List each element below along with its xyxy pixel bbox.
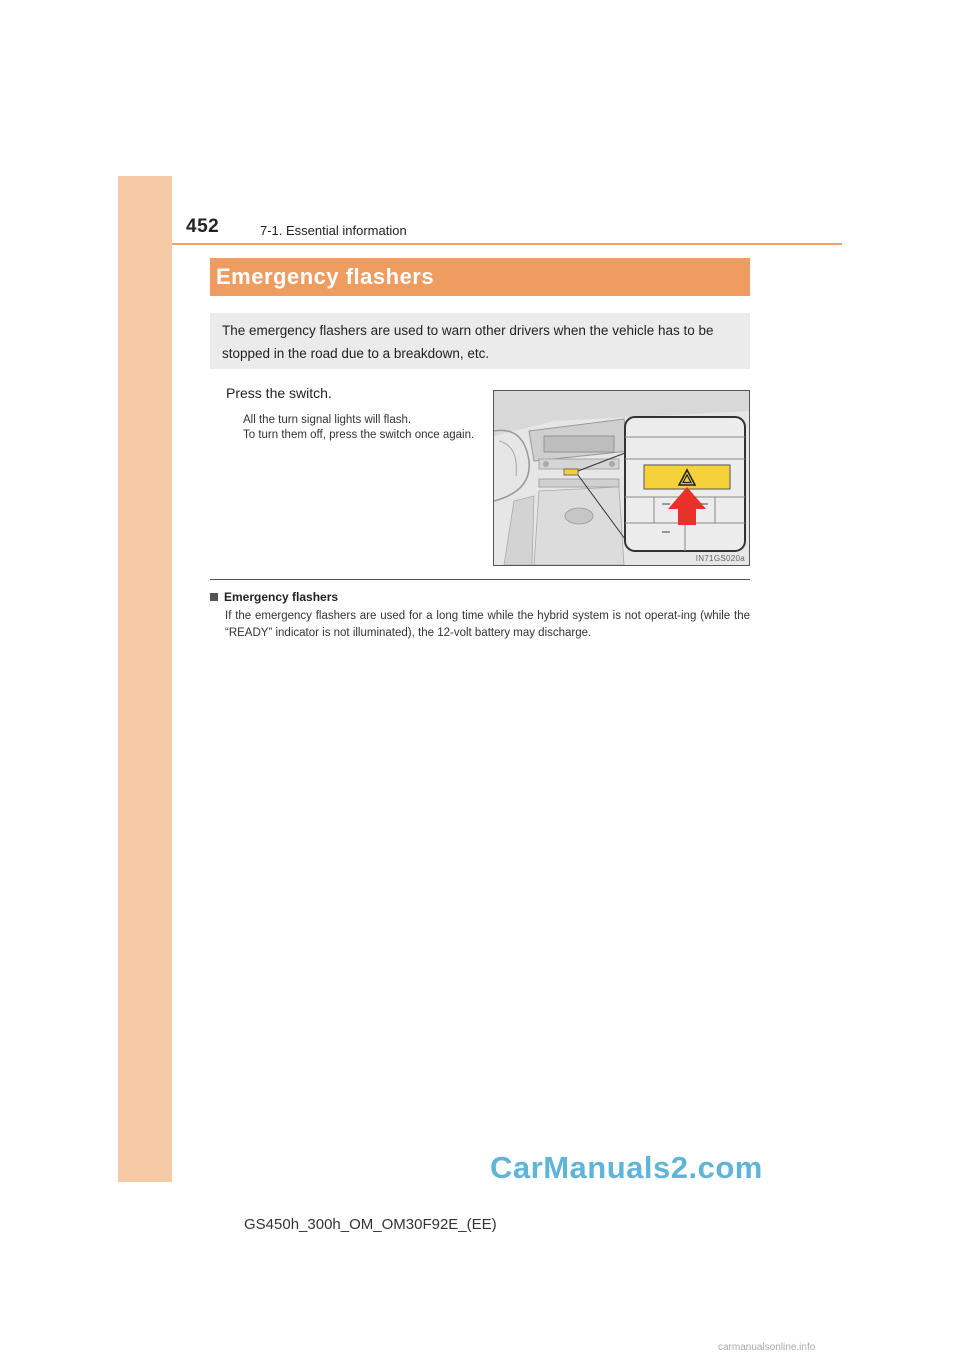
header-rule	[172, 243, 842, 245]
step-note-line-2: To turn them off, press the switch once again.	[243, 429, 475, 441]
watermark-small: carmanualsonline.info	[718, 1342, 816, 1353]
dashboard-drawing	[494, 391, 749, 565]
dashboard-illustration	[493, 390, 750, 566]
page-heading: Emergency flashers	[216, 264, 435, 289]
step-note-line-1: All the turn signal lights will flash.	[243, 414, 412, 426]
page-number: 452	[186, 216, 220, 237]
intro-box: The emergency flashers are used to warn other drivers when the vehicle has to be stopped in the road due to a breakdown, etc.	[210, 313, 750, 369]
section-title: 7-1. Essential information	[260, 223, 407, 238]
side-band	[118, 176, 172, 1182]
note-divider	[210, 579, 750, 580]
heading-bar	[210, 258, 750, 296]
note-body: If the emergency flashers are used for a long time while the hybrid system is not operat-ing (while the “READY” indicator is not illuminated), the 12-volt battery may discharge.	[225, 610, 750, 639]
figure-code: IN71GS020a	[695, 554, 745, 563]
note-title	[210, 590, 338, 604]
step-note	[243, 413, 481, 443]
console-switch-marker	[564, 469, 578, 475]
step-instruction: Press the switch.	[226, 385, 332, 401]
note-title-text: Emergency flashers	[224, 590, 339, 604]
footer-model-code: GS450h_300h_OM_OM30F92E_(EE)	[244, 1216, 497, 1233]
watermark: CarManuals2.com	[490, 1150, 763, 1185]
square-bullet-icon	[210, 593, 218, 601]
